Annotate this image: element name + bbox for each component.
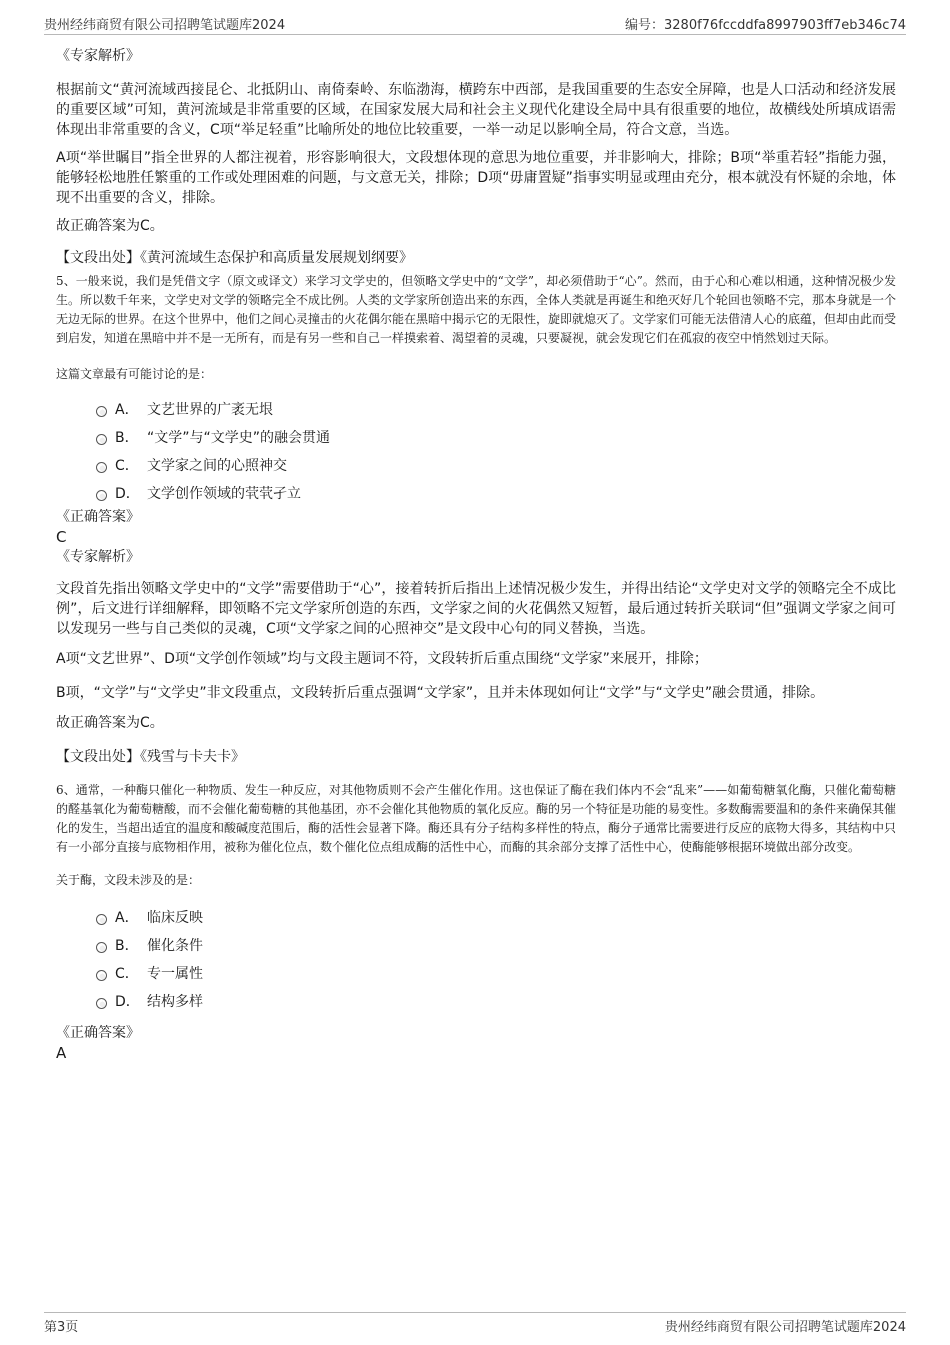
option-text: 临床反映	[147, 910, 203, 926]
option-letter: B．	[115, 430, 139, 446]
correct-answer: C	[56, 528, 67, 546]
header-title: 贵州经纬商贸有限公司招聘笔试题库2024	[44, 18, 286, 33]
option-text: 文艺世界的广袤无垠	[147, 402, 273, 418]
expert-analysis-label: 《专家解析》	[56, 549, 140, 565]
option-b[interactable]	[96, 423, 896, 451]
analysis-paragraph: A项“文艺世界”、D项“文学创作领域”均与文段主题词不符，文段转折后重点围绕“文学家”来展开，排除；	[56, 651, 708, 667]
question-5-stem: 5、一般来说，我们是凭借文字（原文或译文）来学习文学史的，但领略文学史中的“文学”，却必须借助于“心”。然而，由于心和心难以相通，这种情况极少发生。所以数千年来，文学史对文学的领略完全不成比例。人类的文学家所创造出来的东西，全体人类就是再诞生和绝灭好几个轮回也领略不完，那本身就是一个无边无际的世界。在这个世界中，他们之间心灵撞击的火花偶尔能在黑暗中揭示它的无限性，旋即就熄灭了。文学家们可能无法借清人心的底蕴，但却由此而受到启发，知道在黑暗中并不是一无所有，而是有另一些和自己一样摸索着、渴望着的灵魂，只要凝视，就会发现它们在孤寂的夜空中悄然划过天际。	[56, 274, 897, 345]
option-b[interactable]	[96, 931, 896, 959]
radio-icon[interactable]	[96, 490, 107, 501]
radio-icon[interactable]	[96, 462, 107, 473]
option-a[interactable]	[96, 903, 896, 931]
option-letter: C．	[115, 458, 139, 474]
analysis-conclusion: 故正确答案为C。	[56, 715, 164, 731]
analysis-paragraph: 文段首先指出领略文学史中的“文学”需要借助于“心”，接着转折后指出上述情况极少发生，并得出结论“文学史对文学的领略完全不成比例”，后文进行详细解释，即领略不完文学家所创造的东西，文学家之间的火花偶然又短暂，最后通过转折关联词“但”强调文学家之间可以发现另一些与自己类似的灵魂，C项“文学家之间的心照神交”是文段中心句的同义替换，当选。	[56, 581, 896, 637]
question-6-prompt: 关于酶，文段未涉及的是：	[56, 873, 201, 887]
option-text: 催化条件	[147, 938, 203, 954]
option-letter: C．	[115, 966, 139, 982]
question-5-options	[56, 395, 896, 507]
analysis-paragraph: A项“举世瞩目”指全世界的人都注视着，形容影响很大，文段想体现的意思为地位重要，并非影响大，排除；B项“举重若轻”指能力强，能够轻松地胜任繁重的工作或处理困难的问题，与文意无关，排除；D项“毋庸置疑”指事实明显或理由充分，根本就没有怀疑的余地，体现不出重要的含义，排除。	[56, 150, 896, 206]
question-6-options	[56, 903, 896, 1015]
analysis-paragraph: B项，“文学”与“文学史”非文段重点，文段转折后重点强调“文学家”，且并未体现如何让“文学”与“文学史”融会贯通，排除。	[56, 685, 825, 701]
expert-analysis-label: 《专家解析》	[56, 48, 140, 64]
option-letter: A．	[115, 402, 139, 418]
option-d[interactable]	[96, 479, 896, 507]
page-content	[56, 46, 896, 1063]
radio-icon[interactable]	[96, 914, 107, 925]
radio-icon[interactable]	[96, 942, 107, 953]
option-c[interactable]	[96, 451, 896, 479]
page-footer	[44, 1312, 906, 1337]
analysis-paragraph: 根据前文“黄河流域西接昆仑、北抵阴山、南倚秦岭、东临渤海，横跨东中西部，是我国重要的生态安全屏障，也是人口活动和经济发展的重要区域”可知，黄河流域是非常重要的区域，在国家发展大局和社会主义现代化建设全局中具有很重要的地位，故横线处所填成语需体现出非常重要的含义，C项“举足轻重”比喻所处的地位比较重要，一举一动足以影响全局，符合文意，当选。	[56, 82, 896, 138]
option-text: 文学家之间的心照神交	[147, 458, 287, 474]
correct-answer-label: 《正确答案》	[56, 509, 140, 525]
option-letter: D．	[115, 994, 140, 1010]
correct-answer: A	[56, 1044, 67, 1062]
option-text: 结构多样	[147, 994, 203, 1010]
question-6-stem: 6、通常，一种酶只催化一种物质、发生一种反应，对其他物质则不会产生催化作用。这也保证了酶在我们体内不会“乱来”——如葡萄糖氧化酶，只催化葡萄糖的醛基氧化为葡萄糖酸，而不会催化葡萄糖的其他基团，亦不会催化其他物质的氧化反应。酶的另一个特征是功能的易变性。多数酶需要温和的条件来确保其催化的发生，当超出适宜的温度和酸碱度范围后，酶的活性会显著下降。酶还具有分子结构多样性的特点，酶分子通常比需要进行反应的底物大得多，其结构中只有一小部分直接与底物相作用，被称为催化位点，数个催化位点组成酶的活性中心，而酶的其余部分支撑了活性中心，使酶能够根据环境做出部分改变。	[56, 783, 897, 854]
question-5-prompt: 这篇文章最有可能讨论的是：	[56, 367, 213, 381]
passage-source: 【文段出处】《残雪与卡夫卡》	[56, 749, 245, 765]
option-d[interactable]	[96, 987, 896, 1015]
radio-icon[interactable]	[96, 434, 107, 445]
header-doc-id: 编号：3280f76fccddfa8997903ff7eb346c74	[625, 18, 906, 33]
page-number: 第3页	[44, 1320, 79, 1335]
passage-source: 【文段出处】《黄河流域生态保护和高质量发展规划纲要》	[56, 250, 413, 266]
option-text: 专一属性	[147, 966, 203, 982]
radio-icon[interactable]	[96, 970, 107, 981]
page-header	[44, 14, 906, 35]
footer-title: 贵州经纬商贸有限公司招聘笔试题库2024	[664, 1320, 906, 1335]
option-letter: A．	[115, 910, 139, 926]
option-text: “文学”与“文学史”的融会贯通	[147, 430, 331, 446]
radio-icon[interactable]	[96, 998, 107, 1009]
option-a[interactable]	[96, 395, 896, 423]
option-letter: D．	[115, 486, 140, 502]
analysis-conclusion: 故正确答案为C。	[56, 218, 164, 234]
option-letter: B．	[115, 938, 139, 954]
radio-icon[interactable]	[96, 406, 107, 417]
option-text: 文学创作领域的茕茕孑立	[147, 486, 301, 502]
correct-answer-label: 《正确答案》	[56, 1025, 140, 1041]
option-c[interactable]	[96, 959, 896, 987]
